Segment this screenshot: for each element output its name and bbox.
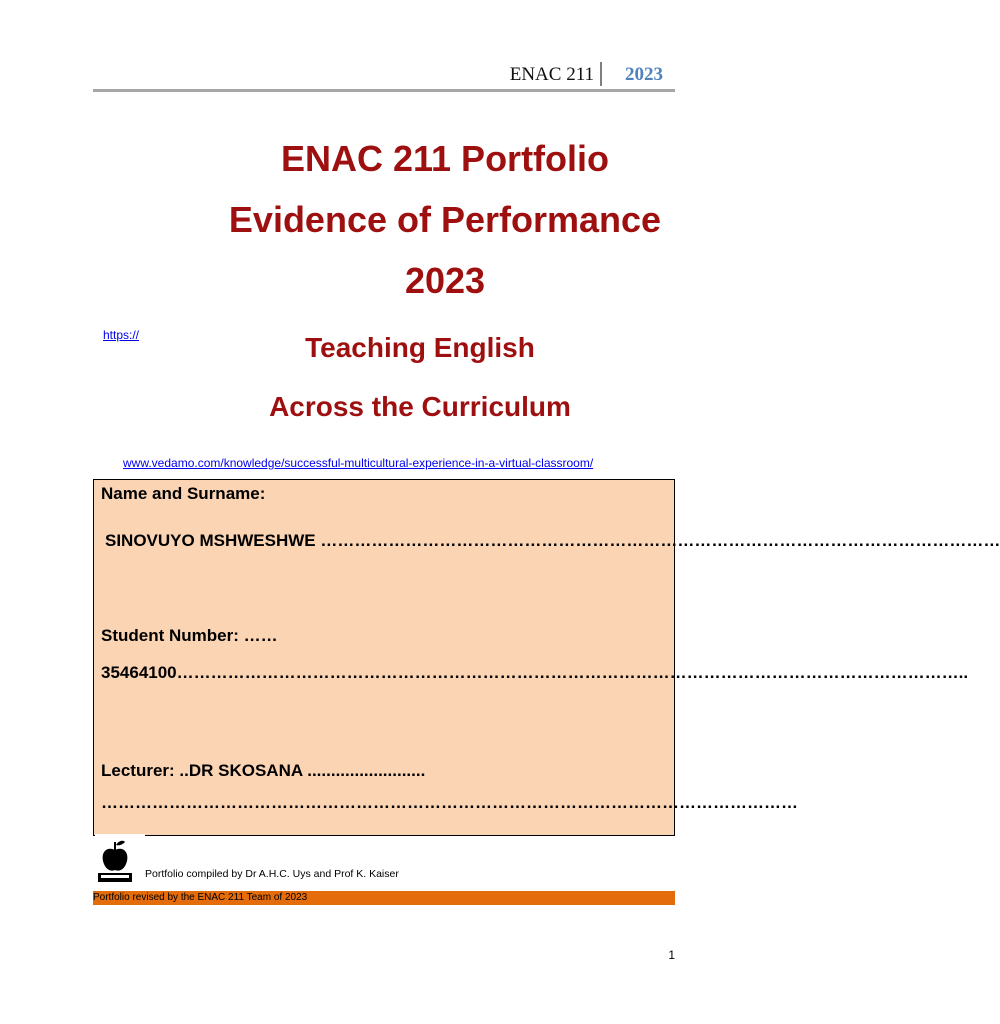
subtitle-line-2: Across the Curriculum bbox=[269, 391, 571, 422]
apple-on-book-icon bbox=[95, 834, 145, 886]
title-line-2: Evidence of Performance bbox=[228, 199, 662, 240]
student-number-value: 35464100………………………………………………………………………………………………………………………….. bbox=[101, 663, 969, 682]
vedamo-link[interactable]: www.vedamo.com/knowledge/successful-multicultural-experience-in-a-virtual-classroom/ bbox=[123, 456, 594, 470]
revised-text: Portfolio revised by the ENAC 211 Team of 2023 bbox=[93, 892, 308, 903]
title-line-3: 2023 bbox=[404, 260, 486, 301]
lecturer-dots: …………………………………………………………………………………………………………… bbox=[101, 793, 798, 812]
subtitle-line-1: Teaching English bbox=[305, 332, 535, 363]
page-header bbox=[93, 60, 675, 92]
compiled-by-note: Portfolio compiled by Dr A.H.C. Uys and Prof K. Kaiser bbox=[145, 868, 399, 880]
name-value: SINOVUYO MSHWESHWE ………………………………………………………………………………………………………… bbox=[105, 531, 1000, 550]
header-separator bbox=[600, 62, 602, 86]
name-label: Name and Surname: bbox=[101, 484, 266, 503]
title-line-1: ENAC 211 Portfolio bbox=[280, 138, 610, 179]
header-course-code: ENAC 211 bbox=[509, 64, 594, 85]
student-details-box bbox=[93, 479, 1000, 836]
page-number: 1 bbox=[668, 948, 675, 962]
lecturer-line: Lecturer: ..DR SKOSANA ......................... bbox=[101, 761, 426, 780]
revised-banner bbox=[93, 891, 675, 905]
https-link[interactable]: https:// bbox=[103, 328, 140, 342]
student-number-label: Student Number: …… bbox=[101, 626, 278, 645]
header-year: 2023 bbox=[625, 64, 663, 85]
